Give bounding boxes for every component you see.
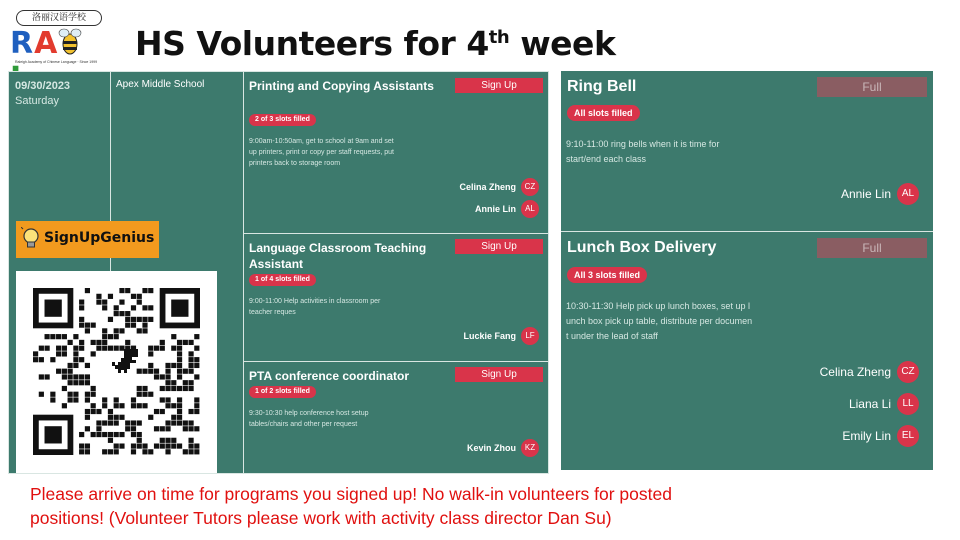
volunteer-entry	[475, 200, 539, 218]
desc-line: 9:00-11:00 Help activities in classroom per	[249, 298, 381, 305]
note-line: positions! (Volunteer Tutors please work with activity class director Dan Su)	[30, 508, 612, 528]
desc-line: start/end each class	[566, 154, 647, 164]
slot-description	[249, 296, 380, 318]
volunteer-entry	[842, 424, 919, 448]
slot-pta-coordinator	[244, 362, 549, 473]
volunteer-name: Liana Li	[848, 397, 891, 411]
desc-line: 9:10-11:00 ring bells when it is time for	[566, 139, 720, 149]
qr-code-graphic	[16, 271, 217, 473]
logo-letter-r: R	[10, 26, 35, 61]
volunteer-name: Kevin Zhou	[467, 443, 516, 453]
volunteer-entry	[459, 178, 539, 196]
logo-subtitle: Raleigh Academy of Chinese Language · Since 1999	[14, 60, 98, 64]
qr-code-icon[interactable]	[16, 271, 217, 473]
sign-up-button[interactable]: Sign Up	[455, 239, 543, 254]
slots-filled-badge: 1 of 4 slots filled	[249, 274, 316, 286]
event-date: 09/30/2023	[15, 80, 71, 92]
slot-lunch-box	[561, 232, 933, 470]
desc-line: unch box pick up table, distribute per documen	[566, 316, 753, 326]
slot-title: PTA conference coordinator	[249, 369, 410, 383]
volunteer-entry	[463, 327, 539, 345]
dinosaur-icon	[112, 349, 138, 373]
desc-line: tables/chairs and other per request	[249, 421, 358, 428]
slot-description	[566, 299, 752, 344]
title-main: HS Volunteers for 4	[135, 24, 489, 63]
desc-line: 10:30-11:30 Help pick up lunch boxes, set up l	[566, 301, 750, 311]
logo-letter-a: A	[34, 26, 59, 61]
slot-description	[249, 408, 368, 430]
full-button[interactable]: Full	[817, 77, 927, 97]
event-day: Saturday	[15, 95, 60, 107]
slots-filled-badge: 1 of 2 slots filled	[249, 386, 316, 398]
avatar: CZ	[897, 361, 919, 383]
slots-filled-badge: All 3 slots filled	[567, 267, 647, 283]
slot-title: Lunch Box Delivery	[567, 239, 717, 256]
slot-printing-copying	[244, 72, 549, 234]
slots-filled-badge: 2 of 3 slots filled	[249, 114, 316, 126]
avatar: LL	[897, 393, 919, 415]
desc-line: printers back to storage room	[249, 160, 341, 167]
avatar: EL	[897, 425, 919, 447]
logo-letters	[10, 26, 102, 60]
volunteer-entry	[467, 439, 539, 457]
bulb-icon	[21, 227, 41, 251]
signupgenius-label: SignUpGenius	[44, 230, 155, 246]
logo-chinese-name: 洛丽汉语学校	[16, 10, 102, 26]
volunteer-entry	[841, 182, 919, 206]
desc-line: 9:00am-10:50am, get to school at 9am and set	[249, 138, 394, 145]
signup-table-right	[561, 71, 933, 470]
volunteer-name: Emily Lin	[842, 429, 891, 443]
signupgenius-logo[interactable]	[16, 221, 159, 258]
avatar: KZ	[521, 439, 539, 457]
slot-ring-bell	[561, 71, 933, 231]
desc-line: up printers, print or copy per staff requests, put	[249, 149, 395, 156]
avatar: CZ	[521, 178, 539, 196]
avatar: AL	[897, 183, 919, 205]
volunteer-name: Annie Lin	[475, 204, 516, 214]
sign-up-button[interactable]: Sign Up	[455, 78, 543, 93]
desc-line: teacher reques	[249, 309, 296, 316]
slot-title: Ring Bell	[567, 78, 637, 95]
slot-title: Language Classroom Teaching Assistant	[249, 241, 427, 271]
slots-filled-badge: All slots filled	[567, 105, 640, 121]
volunteer-entry	[849, 392, 919, 416]
slot-title: Printing and Copying Assistants	[249, 79, 434, 93]
avatar: AL	[521, 200, 539, 218]
page-title	[135, 24, 615, 63]
slot-description	[249, 136, 394, 169]
slot-language-classroom	[244, 234, 549, 362]
title-rest: week	[509, 24, 616, 63]
note-line: Please arrive on time for programs you signed up! No walk-in volunteers for posted	[30, 484, 672, 504]
desc-line: 9:30-10:30 help conference host setup	[249, 410, 369, 417]
arrival-note	[30, 482, 910, 530]
avatar: LF	[521, 327, 539, 345]
volunteer-name: Annie Lin	[840, 187, 891, 201]
title-superscript: th	[488, 27, 510, 48]
volunteer-name: Luckie Fang	[463, 331, 516, 341]
full-button[interactable]: Full	[817, 238, 927, 258]
bee-icon	[58, 26, 82, 54]
desc-line: t under the lead of staff	[566, 331, 658, 341]
volunteer-name: Celina Zheng	[459, 182, 516, 192]
event-location: Apex Middle School	[116, 79, 205, 90]
volunteer-name: Celina Zheng	[819, 365, 891, 379]
slot-description	[566, 137, 719, 167]
school-logo	[10, 10, 102, 68]
volunteer-entry	[820, 360, 919, 384]
sign-up-button[interactable]: Sign Up	[455, 367, 543, 382]
